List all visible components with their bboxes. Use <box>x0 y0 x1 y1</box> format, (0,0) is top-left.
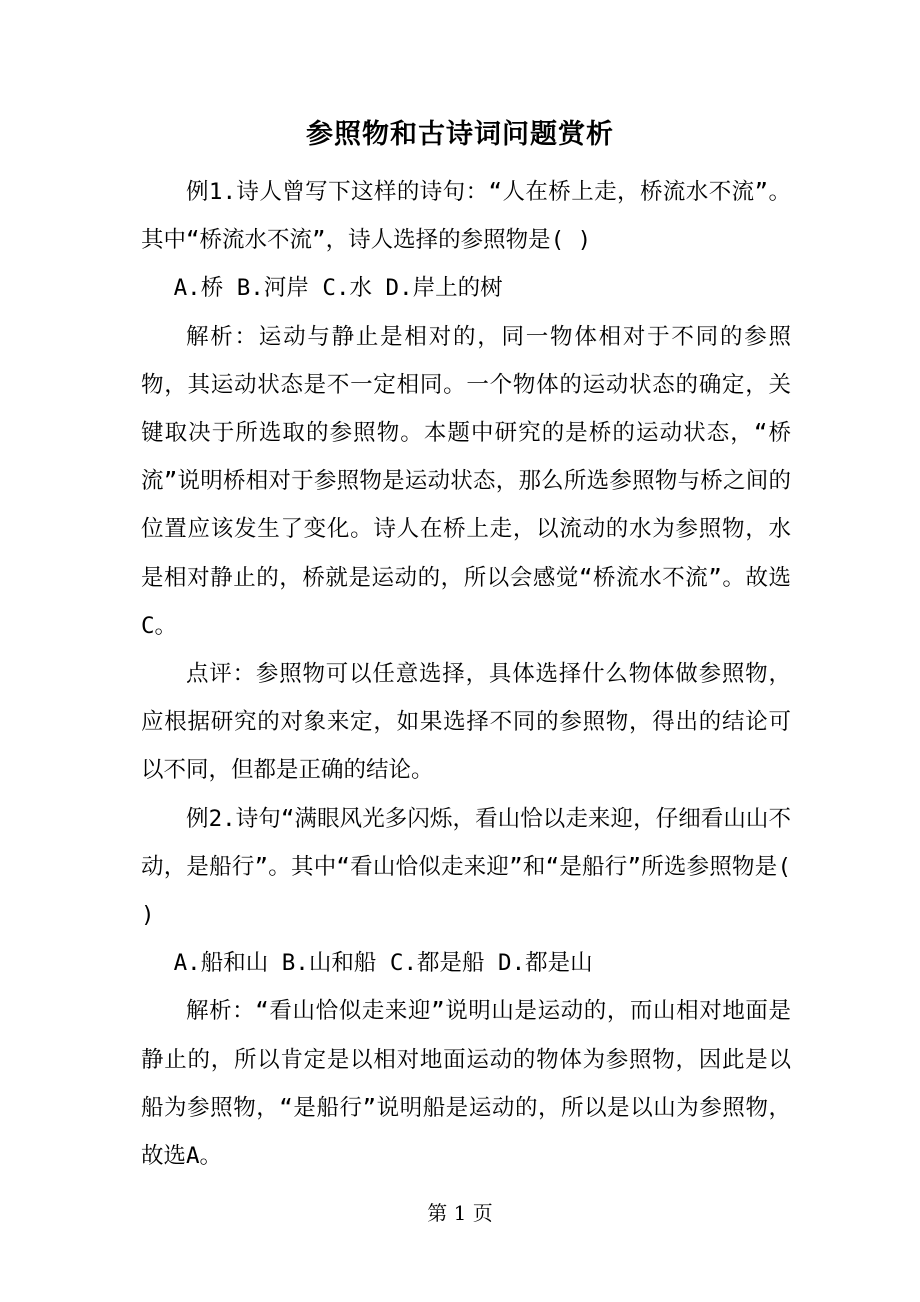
example-1-options: A.桥 B.河岸 C.水 D.岸上的树 <box>173 275 503 302</box>
example-2-question: 例2.诗句“满眼风光多闪烁，看山恰以走来迎，仔细看山山不动，是船行”。其中“看山恰似走来迎”和“是船行”所选参照物是( ) <box>141 805 791 929</box>
example-2-analysis: 解析：“看山恰似走来迎”说明山是运动的，而山相对地面是静止的，所以肯定是以相对地面运动的物体为参照物，因此是以船为参照物，“是船行”说明船是运动的，所以是以山为参照物，故选A。 <box>141 998 791 1170</box>
document-title: 参照物和古诗词问题赏析 <box>306 119 614 150</box>
example-1-comment: 点评：参照物可以任意选择，具体选择什么物体做参照物，应根据研究的对象来定，如果选择不同的参照物，得出的结论可以不同，但都是正确的结论。 <box>141 661 791 784</box>
document-body <box>141 168 791 1180</box>
page-number: 第 1 页 <box>427 1201 493 1225</box>
example-1-analysis: 解析：运动与静止是相对的，同一物体相对于不同的参照物，其运动状态是不一定相同。一个物体的运动状态的确定，关键取决于所选取的参照物。本题中研究的是桥的运动状态，“桥流”说明桥相对于参照物是运动状态，那么所选参照物与桥之间的位置应该发生了变化。诗人在桥上走，以流动的水为参照物，水是相对静止的，桥就是运动的，所以会感觉“桥流水不流”。故选C。 <box>141 323 791 639</box>
example-2-options: A.船和山 B.山和船 C.都是船 D.都是山 <box>173 950 593 977</box>
example-1-question: 例1.诗人曾写下这样的诗句：“人在桥上走，桥流水不流”。其中“桥流水不流”，诗人选择的参照物是( ) <box>141 179 791 254</box>
